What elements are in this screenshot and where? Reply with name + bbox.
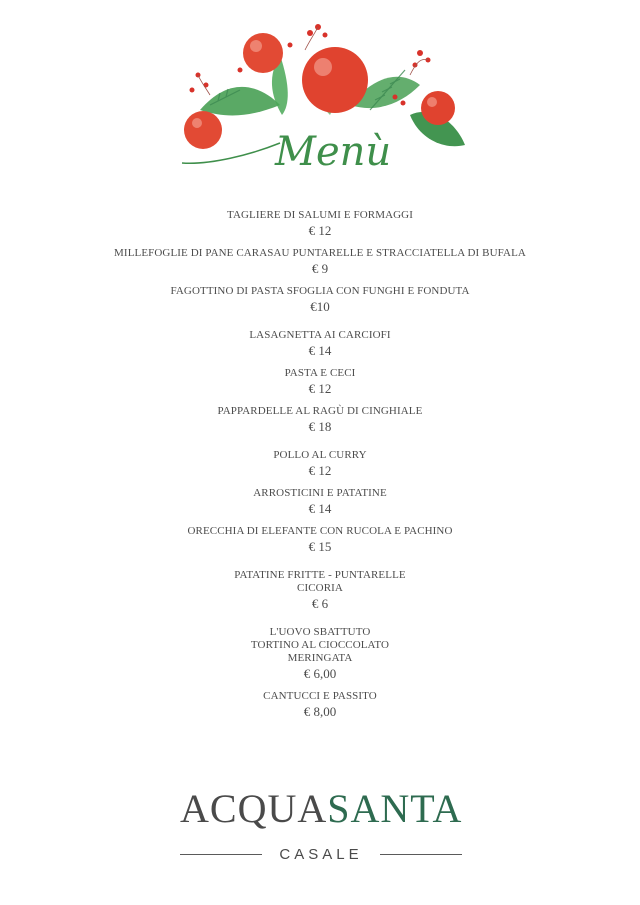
menu-title: Menù [275,129,392,175]
menu-item-name: ORECCHIA DI ELEFANTE CON RUCOLA E PACHINO [187,525,453,537]
menu-item-price: € 14 [308,343,332,358]
menu-item-name: CICORIA [297,582,343,594]
menu-item-name: PAPPARDELLE AL RAGÙ DI CINGHIALE [217,405,423,417]
section-dolci [0,626,640,720]
menu-item-price: € 6,00 [303,666,337,681]
brand-name-part2: SANTA [327,786,463,831]
christmas-decoration-icon [170,15,480,190]
menu-item-name: POLLO AL CURRY [273,449,367,461]
menu-item-price: € 6 [311,596,329,611]
menu-list [0,209,640,728]
menu-item-name: LASAGNETTA AI CARCIOFI [249,329,391,341]
menu-item-price: € 15 [308,539,332,554]
menu-item-price: € 12 [308,381,332,396]
menu-item [0,449,640,479]
section-primi [0,329,640,435]
menu-header [170,15,480,190]
section-antipasti [0,209,640,315]
menu-item-name: MERINGATA [287,652,353,664]
brand-name [180,786,462,832]
menu-item-price: €10 [310,299,330,314]
menu-item-name: TAGLIERE DI SALUMI E FORMAGGI [227,209,413,221]
menu-item-name: FAGOTTINO DI PASTA SFOGLIA CON FUNGHI E FONDUTA [170,285,470,297]
menu-item [0,367,640,397]
section-secondi [0,449,640,555]
menu-item [0,329,640,359]
divider-right [380,854,462,855]
menu-item-price: € 9 [311,261,329,276]
menu-item [0,487,640,517]
menu-item-name: ARROSTICINI E PATATINE [253,487,387,499]
section-contorni [0,569,640,612]
menu-item-name: TORTINO AL CIOCCOLATO [250,639,390,651]
brand-subtitle-row [180,844,462,864]
menu-item-name: MILLEFOGLIE DI PANE CARASAU PUNTARELLE E STRACCIATELLA DI BUFALA [114,247,526,259]
brand-subtitle: CASALE [279,845,363,863]
menu-item-name: PASTA E CECI [284,367,356,379]
brand-logo [180,786,462,866]
menu-item [0,626,640,682]
menu-item-price: € 8,00 [303,704,337,719]
menu-item [0,525,640,555]
menu-item-price: € 12 [308,223,332,238]
menu-item [0,285,640,315]
menu-item [0,247,640,277]
menu-item-price: € 18 [308,419,332,434]
brand-name-part1: ACQUA [180,786,328,831]
menu-item-name: L'UOVO SBATTUTO [269,626,371,638]
menu-item [0,405,640,435]
menu-item-name: CANTUCCI E PASSITO [263,690,377,702]
menu-item [0,690,640,720]
menu-item [0,569,640,612]
menu-item-price: € 12 [308,463,332,478]
menu-item-price: € 14 [308,501,332,516]
menu-item-name: PATATINE FRITTE - PUNTARELLE [234,569,406,581]
divider-left [180,854,262,855]
menu-item [0,209,640,239]
